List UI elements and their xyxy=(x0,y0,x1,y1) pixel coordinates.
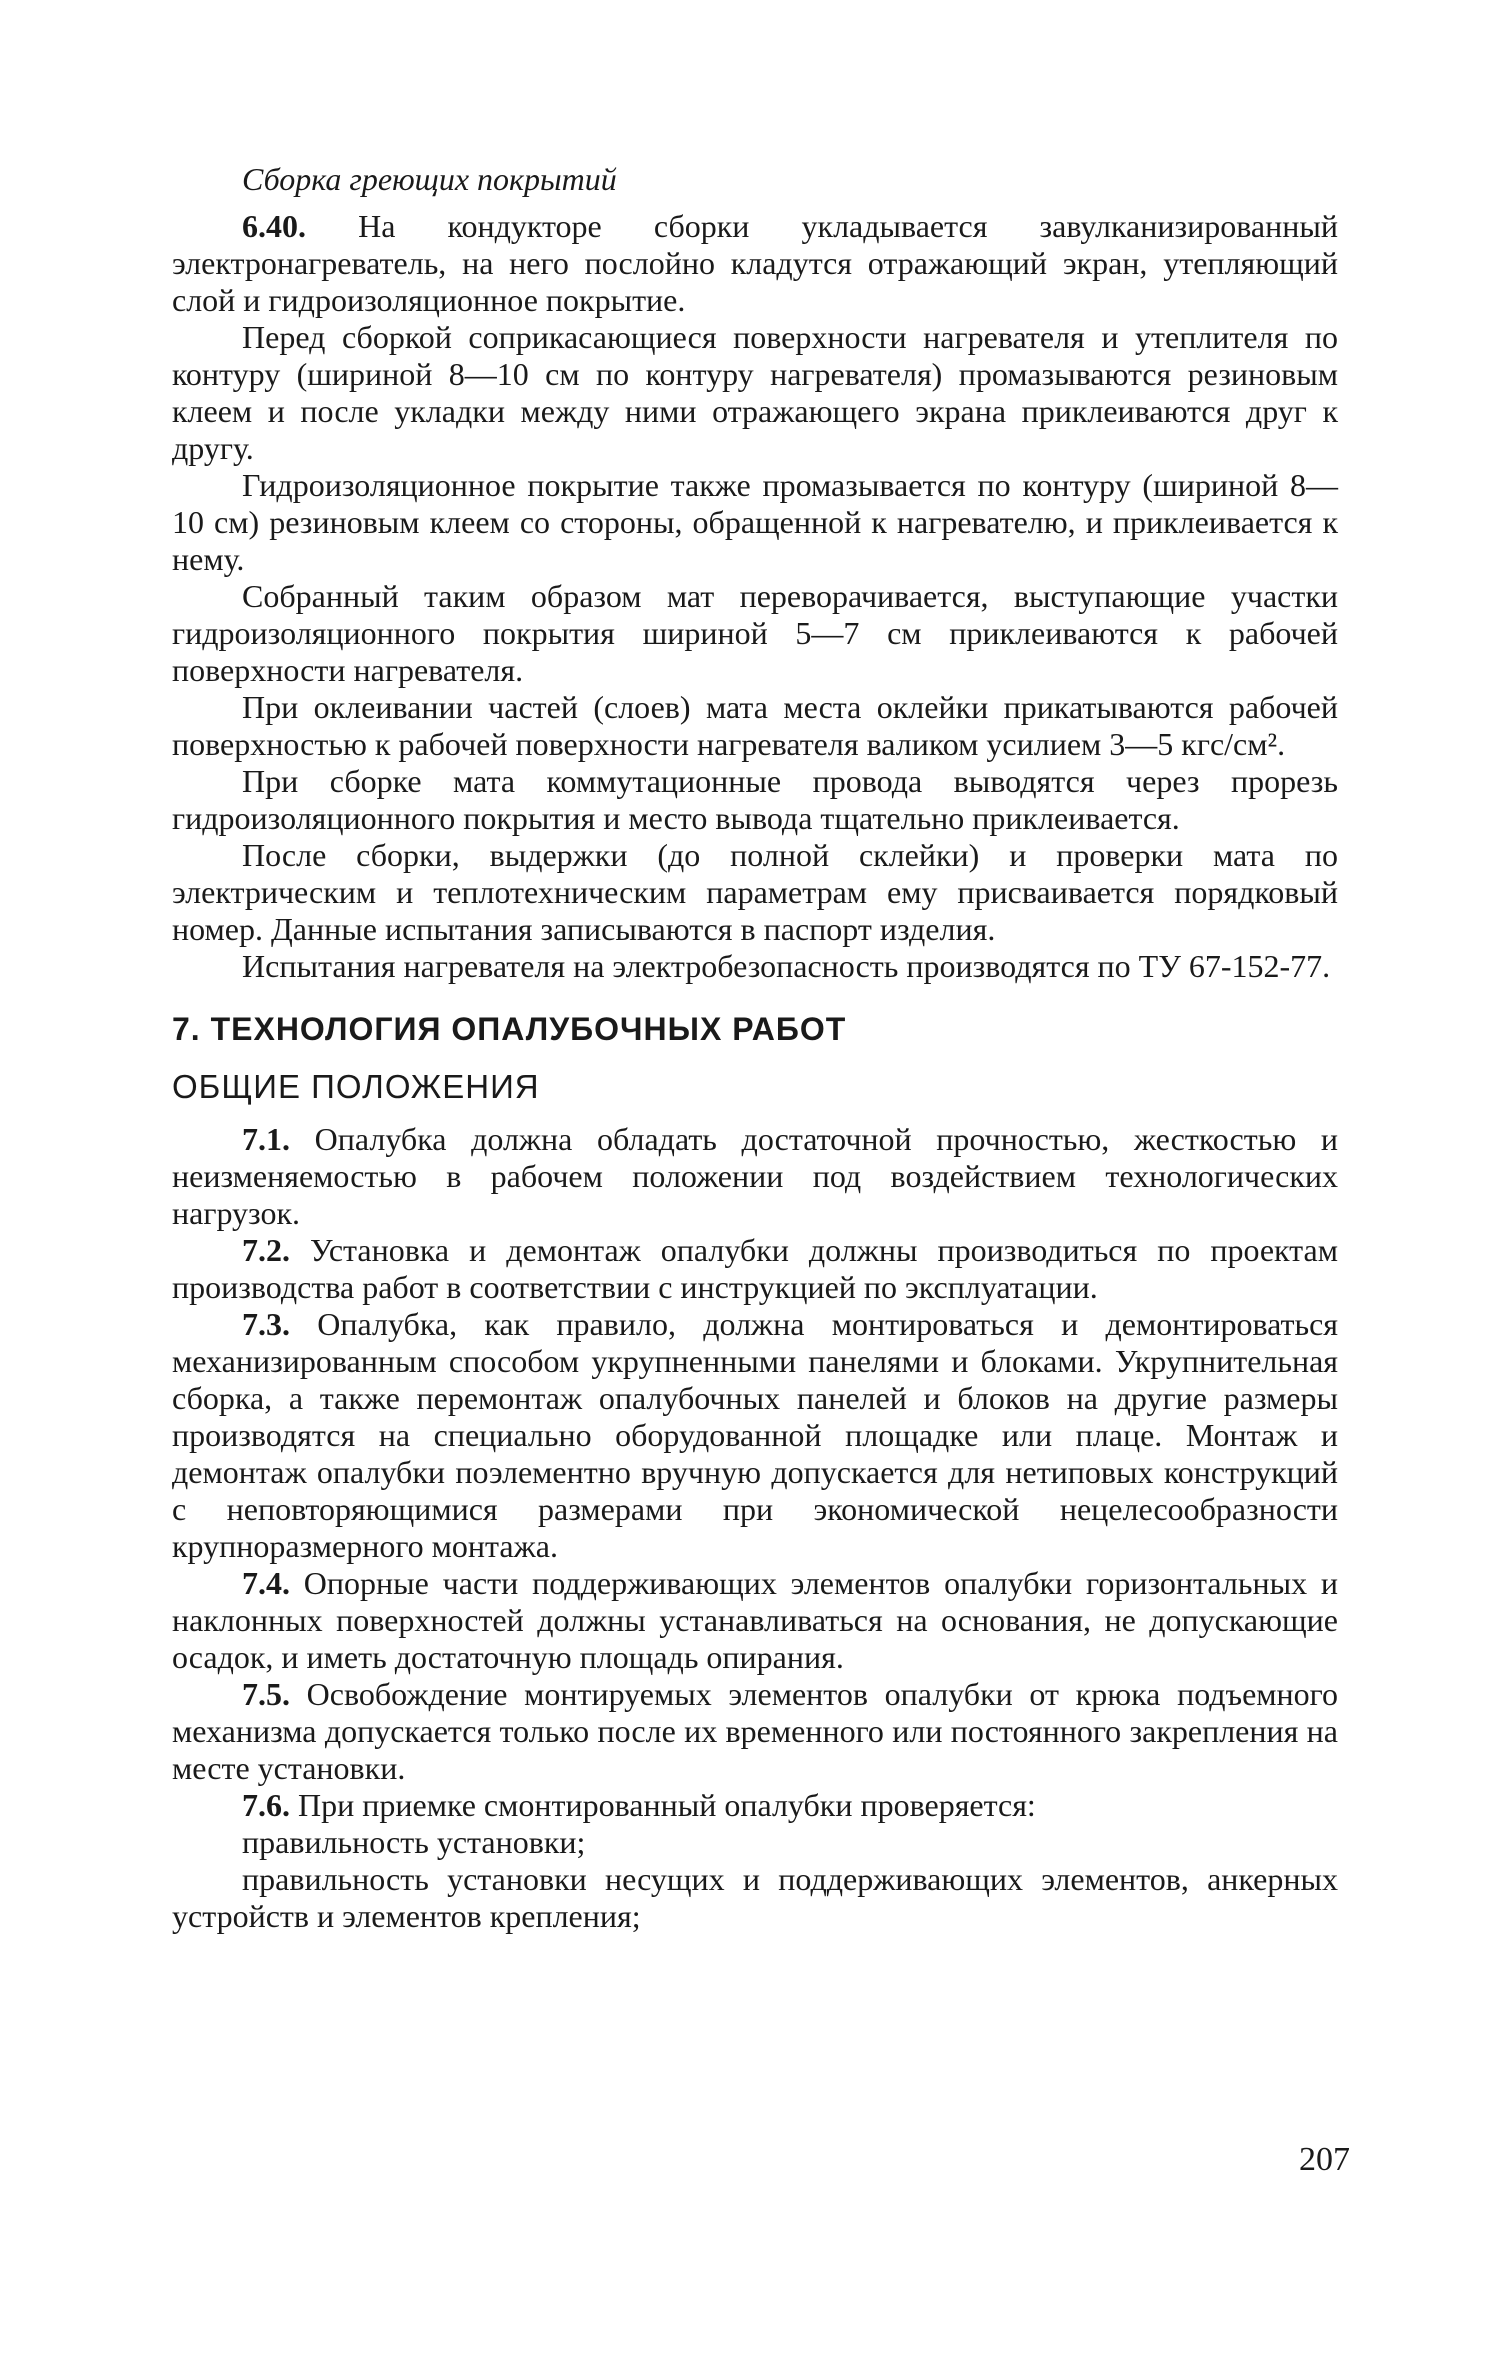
paragraph-number: 7.2. xyxy=(242,1232,290,1268)
list-item xyxy=(172,1861,1338,1935)
paragraph xyxy=(172,1306,1338,1565)
paragraph xyxy=(172,1787,1338,1824)
paragraph xyxy=(172,467,1338,578)
general-provisions-paragraphs xyxy=(172,1121,1338,1935)
paragraph-number: 7.5. xyxy=(242,1676,290,1712)
paragraph-text: Испытания нагревателя на электробезопасность производятся по ТУ 67-152-77. xyxy=(242,948,1331,984)
paragraph-text: При сборке мата коммутационные провода выводятся через прорезь гидроизоляционного покрытия и место вывода тщательно приклеивается. xyxy=(172,763,1338,836)
paragraph xyxy=(172,1676,1338,1787)
paragraph xyxy=(172,1565,1338,1676)
paragraph-number: 7.6. xyxy=(242,1787,290,1823)
page-content xyxy=(172,160,1338,1935)
paragraph-text: Освобождение монтируемых элементов опалубки от крюка подъемного механизма допускается только после их временного или постоянного закрепления на месте установки. xyxy=(172,1676,1338,1786)
paragraph-text: Установка и демонтаж опалубки должны производиться по проектам производства работ в соответствии с инструкцией по эксплуатации. xyxy=(172,1232,1338,1305)
assembly-paragraphs xyxy=(172,208,1338,985)
paragraph xyxy=(172,689,1338,763)
list-item xyxy=(172,1824,1338,1861)
paragraph-number: 7.3. xyxy=(242,1306,290,1342)
list-item-text: правильность установки; xyxy=(242,1824,586,1860)
paragraph xyxy=(172,208,1338,319)
paragraph-number: 6.40. xyxy=(242,208,306,244)
subsection-title: Сборка греющих покрытий xyxy=(242,161,617,197)
paragraph-text: Собранный таким образом мат переворачивается, выступающие участки гидроизоляционного покрытия шириной 5—7 см приклеиваются к рабочей поверхности нагревателя. xyxy=(172,578,1338,688)
paragraph-text: При приемке смонтированный опалубки проверяется: xyxy=(290,1787,1036,1823)
paragraph xyxy=(172,1232,1338,1306)
paragraph-text: Перед сборкой соприкасающиеся поверхности нагревателя и утеплителя по контуру (шириной 8—10 см по контуру нагревателя) промазываются резиновым клеем и после укладки между ними отражающего экрана приклеиваются друг к другу. xyxy=(172,319,1338,466)
paragraph xyxy=(172,948,1338,985)
paragraph xyxy=(172,578,1338,689)
paragraph-text: После сборки, выдержки (до полной склейки) и проверки мата по электрическим и теплотехническим параметрам ему присваивается порядковый номер. Данные испытания записываются в паспорт изделия. xyxy=(172,837,1338,947)
paragraph xyxy=(172,1121,1338,1232)
paragraph xyxy=(172,763,1338,837)
paragraph-text: Гидроизоляционное покрытие также промазывается по контуру (шириной 8—10 см) резиновым клеем со стороны, обращенной к нагревателю, и приклеивается к нему. xyxy=(172,467,1338,577)
paragraph xyxy=(172,837,1338,948)
paragraph-text: На кондукторе сборки укладывается завулканизированный электронагреватель, на него послойно кладутся отражающий экран, утепляющий слой и гидроизоляционное покрытие. xyxy=(172,208,1338,318)
paragraph-text: При оклеивании частей (слоев) мата места оклейки прикатываются рабочей поверхностью к рабочей поверхности нагревателя валиком усилием 3—5 кгс/см². xyxy=(172,689,1338,762)
list-item-text: правильность установки несущих и поддерживающих элементов, анкерных устройств и элементов крепления; xyxy=(172,1861,1338,1934)
paragraph-number: 7.4. xyxy=(242,1565,290,1601)
chapter-heading: 7. ТЕХНОЛОГИЯ ОПАЛУБОЧНЫХ РАБОТ xyxy=(172,1011,847,1047)
section-heading: ОБЩИЕ ПОЛОЖЕНИЯ xyxy=(172,1068,540,1105)
paragraph-text: Опорные части поддерживающих элементов опалубки горизонтальных и наклонных поверхностей должны устанавливаться на основания, не допускающие осадок, и иметь достаточную площадь опирания. xyxy=(172,1565,1338,1675)
page-number: 207 xyxy=(1299,2141,1350,2178)
paragraph-text: Опалубка, как правило, должна монтироваться и демонтироваться механизированным способом укрупненными панелями и блоками. Укрупнительная сборка, а также перемонтаж опалубочных панелей и блоков на другие размеры производятся на специально оборудованной площадке или плаце. Монтаж и демонтаж опалубки поэлементно вручную допускается для нетиповых конструкций с неповторяющимися размерами при экономической нецелесообразности крупноразмерного монтажа. xyxy=(172,1306,1338,1564)
paragraph-text: Опалубка должна обладать достаточной прочностью, жесткостью и неизменяемостью в рабочем положении под воздействием технологических нагрузок. xyxy=(172,1121,1338,1231)
paragraph xyxy=(172,319,1338,467)
paragraph-number: 7.1. xyxy=(242,1121,290,1157)
